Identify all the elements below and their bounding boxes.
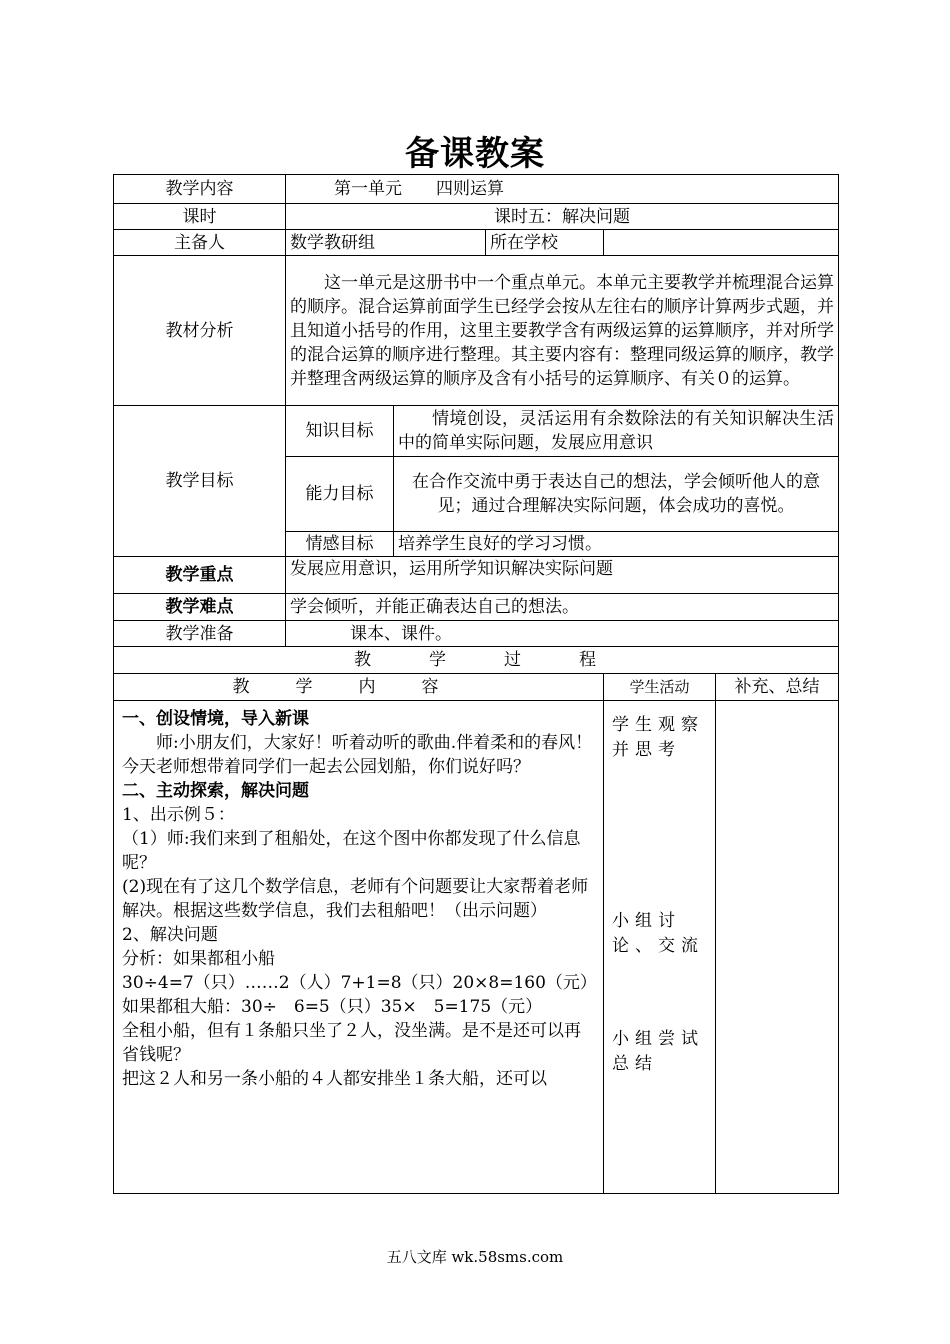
activity-summarize: 小组尝试总结 (612, 1029, 704, 1074)
prep-text: 课本、课件。 (286, 621, 839, 647)
row-difficulty (114, 594, 839, 621)
section-1-text: 师:小朋友们，大家好！听着动听的歌曲.伴着柔和的春风！今天老师想带着同学们一起去公园划船，你们说好吗？ (122, 733, 593, 777)
lesson-plan-table (113, 174, 839, 1194)
process-line: 分析：如果都租小船 (122, 949, 275, 969)
process-line: 如果都租大船：30÷ 6=5（只）35× 5=175（元） (122, 997, 543, 1017)
difficulty-text: 学会倾听，并能正确表达自己的想法。 (286, 594, 839, 621)
row-analysis (114, 256, 839, 406)
prep-label: 教学准备 (114, 621, 286, 647)
ability-text: 在合作交流中勇于表达自己的想法，学会倾听他人的意见；通过合理解决实际问题，体会成功的喜悦。 (394, 457, 839, 532)
analysis-label: 教材分析 (114, 256, 286, 406)
row-preparation (114, 621, 839, 647)
page-title: 备课教案 (405, 134, 545, 174)
process-title: 教学过程 (114, 647, 839, 674)
student-header: 学生活动 (604, 674, 716, 701)
period-value: 课时五：解决问题 (286, 204, 839, 230)
difficulty-label: 教学难点 (114, 594, 286, 621)
emotion-text: 培养学生良好的学习习惯。 (394, 532, 839, 557)
preparer-label: 主备人 (114, 230, 286, 256)
school-value (604, 230, 839, 256)
student-activities (604, 701, 716, 1194)
row-process-title (114, 647, 839, 674)
row-period (114, 204, 839, 230)
section-2-heading: 二、主动探索，解决问题 (122, 781, 309, 801)
ability-label: 能力目标 (286, 457, 394, 532)
row-knowledge-goal (114, 406, 839, 457)
process-line: 2、解决问题 (122, 925, 218, 945)
summary-cell (716, 701, 839, 1194)
emotion-label: 情感目标 (286, 532, 394, 557)
process-content (114, 701, 604, 1194)
preparer-value: 数学教研组 (286, 230, 486, 256)
row-preparer (114, 230, 839, 256)
row-process-body (114, 701, 839, 1194)
process-line: 30÷4=7（只）……2（人）7+1=8（只）20×8=160（元） (122, 973, 597, 993)
content-value: 第一单元 四则运算 (286, 175, 839, 204)
activity-discuss: 小组讨论、交流 (612, 911, 704, 956)
content-header: 教学内容 (114, 674, 604, 701)
key-label: 教学重点 (114, 557, 286, 594)
key-text: 发展应用意识，运用所学知识解决实际问题 (286, 557, 839, 594)
footer-watermark: 五八文库 wk.58sms.com (386, 1248, 564, 1266)
row-content (114, 175, 839, 204)
goals-label: 教学目标 (114, 406, 286, 557)
activity-observe: 学生观察并思考 (612, 715, 704, 760)
knowledge-label: 知识目标 (286, 406, 394, 457)
row-key-point (114, 557, 839, 594)
knowledge-text: 情境创设，灵活运用有余数除法的有关知识解决生活中的简单实际问题，发展应用意识 (394, 406, 839, 457)
process-line: 1、出示例５： (122, 805, 235, 825)
summary-header: 补充、总结 (716, 674, 839, 701)
process-line: (2)现在有了这几个数学信息，老师有个问题要让大家帮着老师解决。根据这些数学信息，我们去租船吧！（出示问题） (122, 877, 589, 921)
process-line: 把这２人和另一条小船的４人都安排坐１条大船，还可以 (122, 1069, 547, 1089)
process-line: （1）师:我们来到了租船处，在这个图中你都发现了什么信息呢？ (122, 829, 581, 873)
row-process-header (114, 674, 839, 701)
section-1-heading: 一、创设情境，导入新课 (122, 709, 309, 729)
content-label: 教学内容 (114, 175, 286, 204)
school-label: 所在学校 (486, 230, 604, 256)
analysis-text: 这一单元是这册书中一个重点单元。本单元主要教学并梳理混合运算的顺序。混合运算前面学生已经学会按从左往右的顺序计算两步式题，并且知道小括号的作用，这里主要教学含有两级运算的运算顺序，并对所学的混合运算的顺序进行整理。其主要内容有：整理同级运算的顺序，教学并整理含两级运算的顺序及含有小括号的运算顺序、有关０的运算。 (286, 256, 839, 406)
process-line: 全租小船，但有１条船只坐了２人，没坐满。是不是还可以再省钱呢？ (122, 1021, 581, 1065)
period-label: 课时 (114, 204, 286, 230)
